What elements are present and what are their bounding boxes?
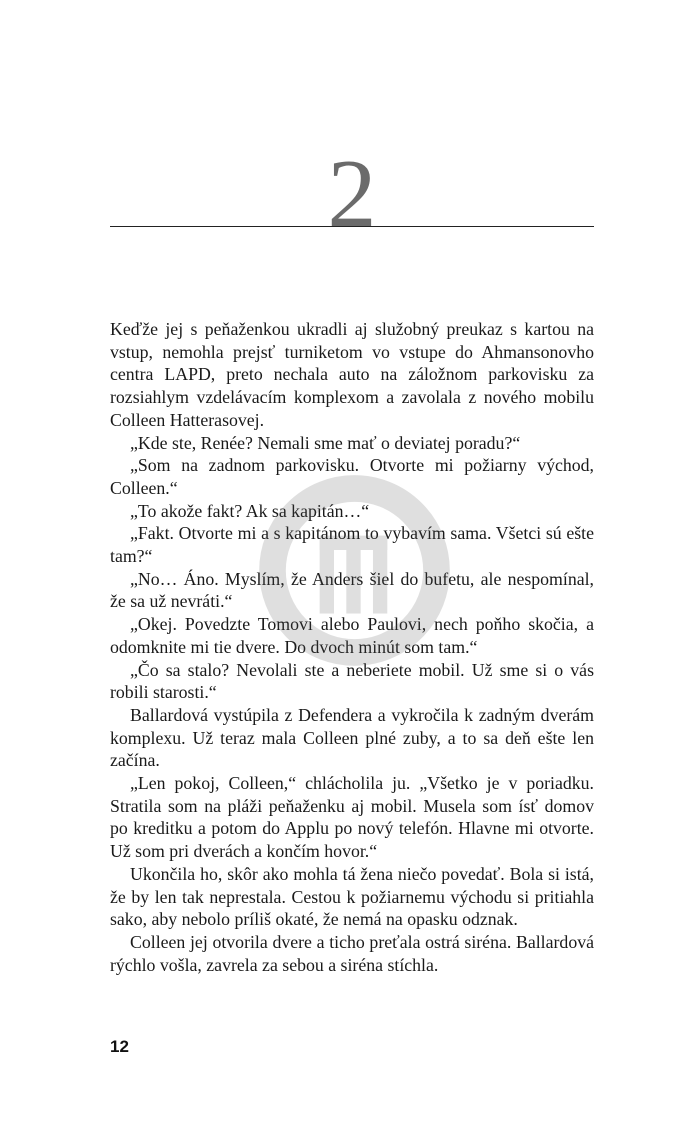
chapter-body [110, 318, 594, 976]
paragraph: Colleen jej otvorila dvere a ticho preťala ostrá siréna. Ballardová rýchlo vošla, zavrela za sebou a siréna stíchla. [110, 931, 594, 975]
paragraph: „Fakt. Otvorte mi a s kapitánom to vybavím sama. Všetci sú ešte tam?“ [110, 523, 594, 567]
paragraph: „Len pokoj, Colleen,“ chlácholila ju. „Všetko je v poriadku. Stratila som na pláži peňaženku aj mobil. Musela som ísť domov po kreditku a potom do Applu po nový telefón. Hlavne mi otvorte. Už som pri dverách a končím hovor.“ [110, 773, 594, 862]
chapter-number: 2 [327, 140, 377, 248]
paragraph: „Kde ste, Renée? Nemali sme mať o deviatej poradu?“ [130, 432, 521, 453]
paragraph: Ukončila ho, skôr ako mohla tá žena niečo povedať. Bola si istá, že by len tak neprestala. Cestou k požiarnemu východu si pritiahla sako, aby nebolo príliš okaté, že nemá na opasku odznak. [110, 863, 594, 930]
paragraph: Ballardová vystúpila z Defendera a vykročila k zadným dverám komplexu. Už teraz mala Colleen plné zuby, a to sa deň ešte len začína. [110, 704, 594, 771]
paragraph: Keďže jej s peňaženkou ukradli aj služobný preukaz s kartou na vstup, nemohla prejsť turniketom vo vstupe do Ahmansonovho centra LAPD, preto nechala auto na záložnom parkovisku za rozsiahlym vzdelávacím komplexom a zavolala z nového mobilu Colleen Hatterasovej. [110, 319, 594, 430]
paragraph: „No… Áno. Myslím, že Anders šiel do bufetu, ale nespomínal, že sa už nevráti.“ [110, 568, 594, 612]
page-number: 12 [110, 1037, 129, 1056]
chapter-divider [110, 226, 594, 227]
paragraph: „To akože fakt? Ak sa kapitán…“ [130, 500, 370, 521]
paragraph: „Čo sa stalo? Nevolali ste a neberiete mobil. Už sme si o vás robili starosti.“ [110, 659, 594, 703]
paragraph: „Som na zadnom parkovisku. Otvorte mi požiarny východ, Colleen.“ [110, 455, 594, 498]
paragraph: „Okej. Povedzte Tomovi alebo Paulovi, nech poňho skočia, a odomknite mi tie dvere. Do dvoch minút som tam.“ [110, 614, 594, 657]
